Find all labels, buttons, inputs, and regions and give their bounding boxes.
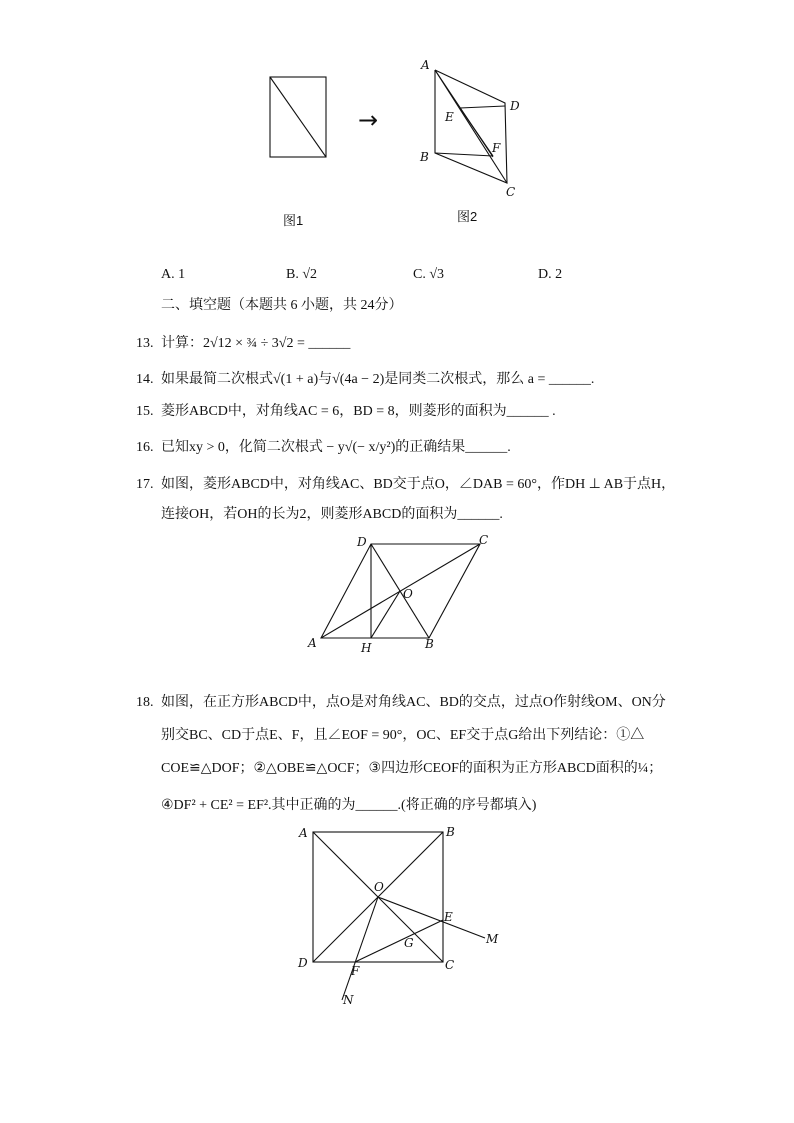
q15-number: 15. (136, 404, 154, 419)
q13-text: 计算：2√12 × ¾ ÷ 3√2 = ______ (161, 336, 351, 351)
fig18-label-M: M (486, 932, 499, 946)
choice-A[interactable]: A. 1 (161, 267, 186, 282)
fig2-label-E: E (445, 110, 454, 124)
fig18-label-D: D (298, 956, 308, 970)
q14-text: 如果最简二次根式√(1 + a)与√(4a − 2)是同类二次根式，那么 a = ______. (161, 372, 595, 387)
choice-D[interactable]: D. 2 (538, 267, 563, 282)
fig18-label-A: A (299, 826, 308, 840)
q17-text-line2: 连接OH，若OH的长为2，则菱形ABCD的面积为______. (161, 507, 503, 522)
fig18-label-F: F (351, 964, 360, 978)
fig17-label-B: B (425, 637, 434, 651)
figure-1 (262, 70, 342, 170)
q13-number: 13. (136, 336, 154, 351)
q18-text-line3: COE≌△DOF；②△OBE≌△OCF；③四边形CEOF的面积为正方形ABCD面积的¼； (161, 761, 663, 776)
q17-number: 17. (136, 477, 154, 492)
fig18-label-O: O (374, 880, 384, 894)
q18-number: 18. (136, 695, 154, 710)
fig2-label-F: F (492, 141, 501, 155)
q15-text: 菱形ABCD中，对角线AC = 6，BD = 8，则菱形的面积为______ . (161, 404, 556, 419)
transform-arrow: → (358, 106, 379, 134)
fig18-label-N: N (343, 993, 354, 1007)
fig2-label-C: C (506, 185, 516, 199)
figure-2 (415, 55, 530, 205)
q18-text-line1: 如图，在正方形ABCD中，点O是对角线AC、BD的交点，过点O作射线OM、ON分 (161, 695, 666, 710)
fig17-label-D: D (357, 535, 367, 549)
q17-text-line1: 如图，菱形ABCD中，对角线AC、BD交于点O，∠DAB = 60°，作DH ⊥ AB于点H， (161, 477, 676, 492)
fig2-label-D: D (510, 99, 520, 113)
fig17-label-C: C (479, 533, 489, 547)
fig2-label-A: A (421, 58, 430, 72)
fig17-label-H: H (361, 641, 372, 655)
figure-1-caption: 图1 (283, 213, 304, 228)
q16-text: 已知xy > 0，化简二次根式 − y√(− x/y²)的正确结果______. (161, 440, 511, 455)
section-title: 二、填空题（本题共 6 小题，共 24分） (161, 298, 403, 313)
q16-number: 16. (136, 440, 154, 455)
fig17-label-O: O (403, 587, 413, 601)
fig18-label-G: G (404, 936, 414, 950)
fig18-label-C: C (445, 958, 455, 972)
choice-C[interactable]: C. √3 (413, 267, 445, 282)
fig18-label-E: E (444, 910, 453, 924)
choice-B[interactable]: B. √2 (286, 267, 318, 282)
q18-text-line4: ④DF² + CE² = EF².其中正确的为______.(将正确的序号都填入) (161, 798, 537, 813)
fig18-label-B: B (446, 825, 455, 839)
figure-2-caption: 图2 (457, 209, 478, 224)
fig17-label-A: A (308, 636, 317, 650)
q14-number: 14. (136, 372, 154, 387)
fig2-label-B: B (420, 150, 429, 164)
figure-18-square (300, 820, 505, 1010)
q18-text-line2: 别交BC、CD于点E、F，且∠EOF = 90°，OC、EF交于点G给出下列结论：①△ (161, 728, 645, 743)
